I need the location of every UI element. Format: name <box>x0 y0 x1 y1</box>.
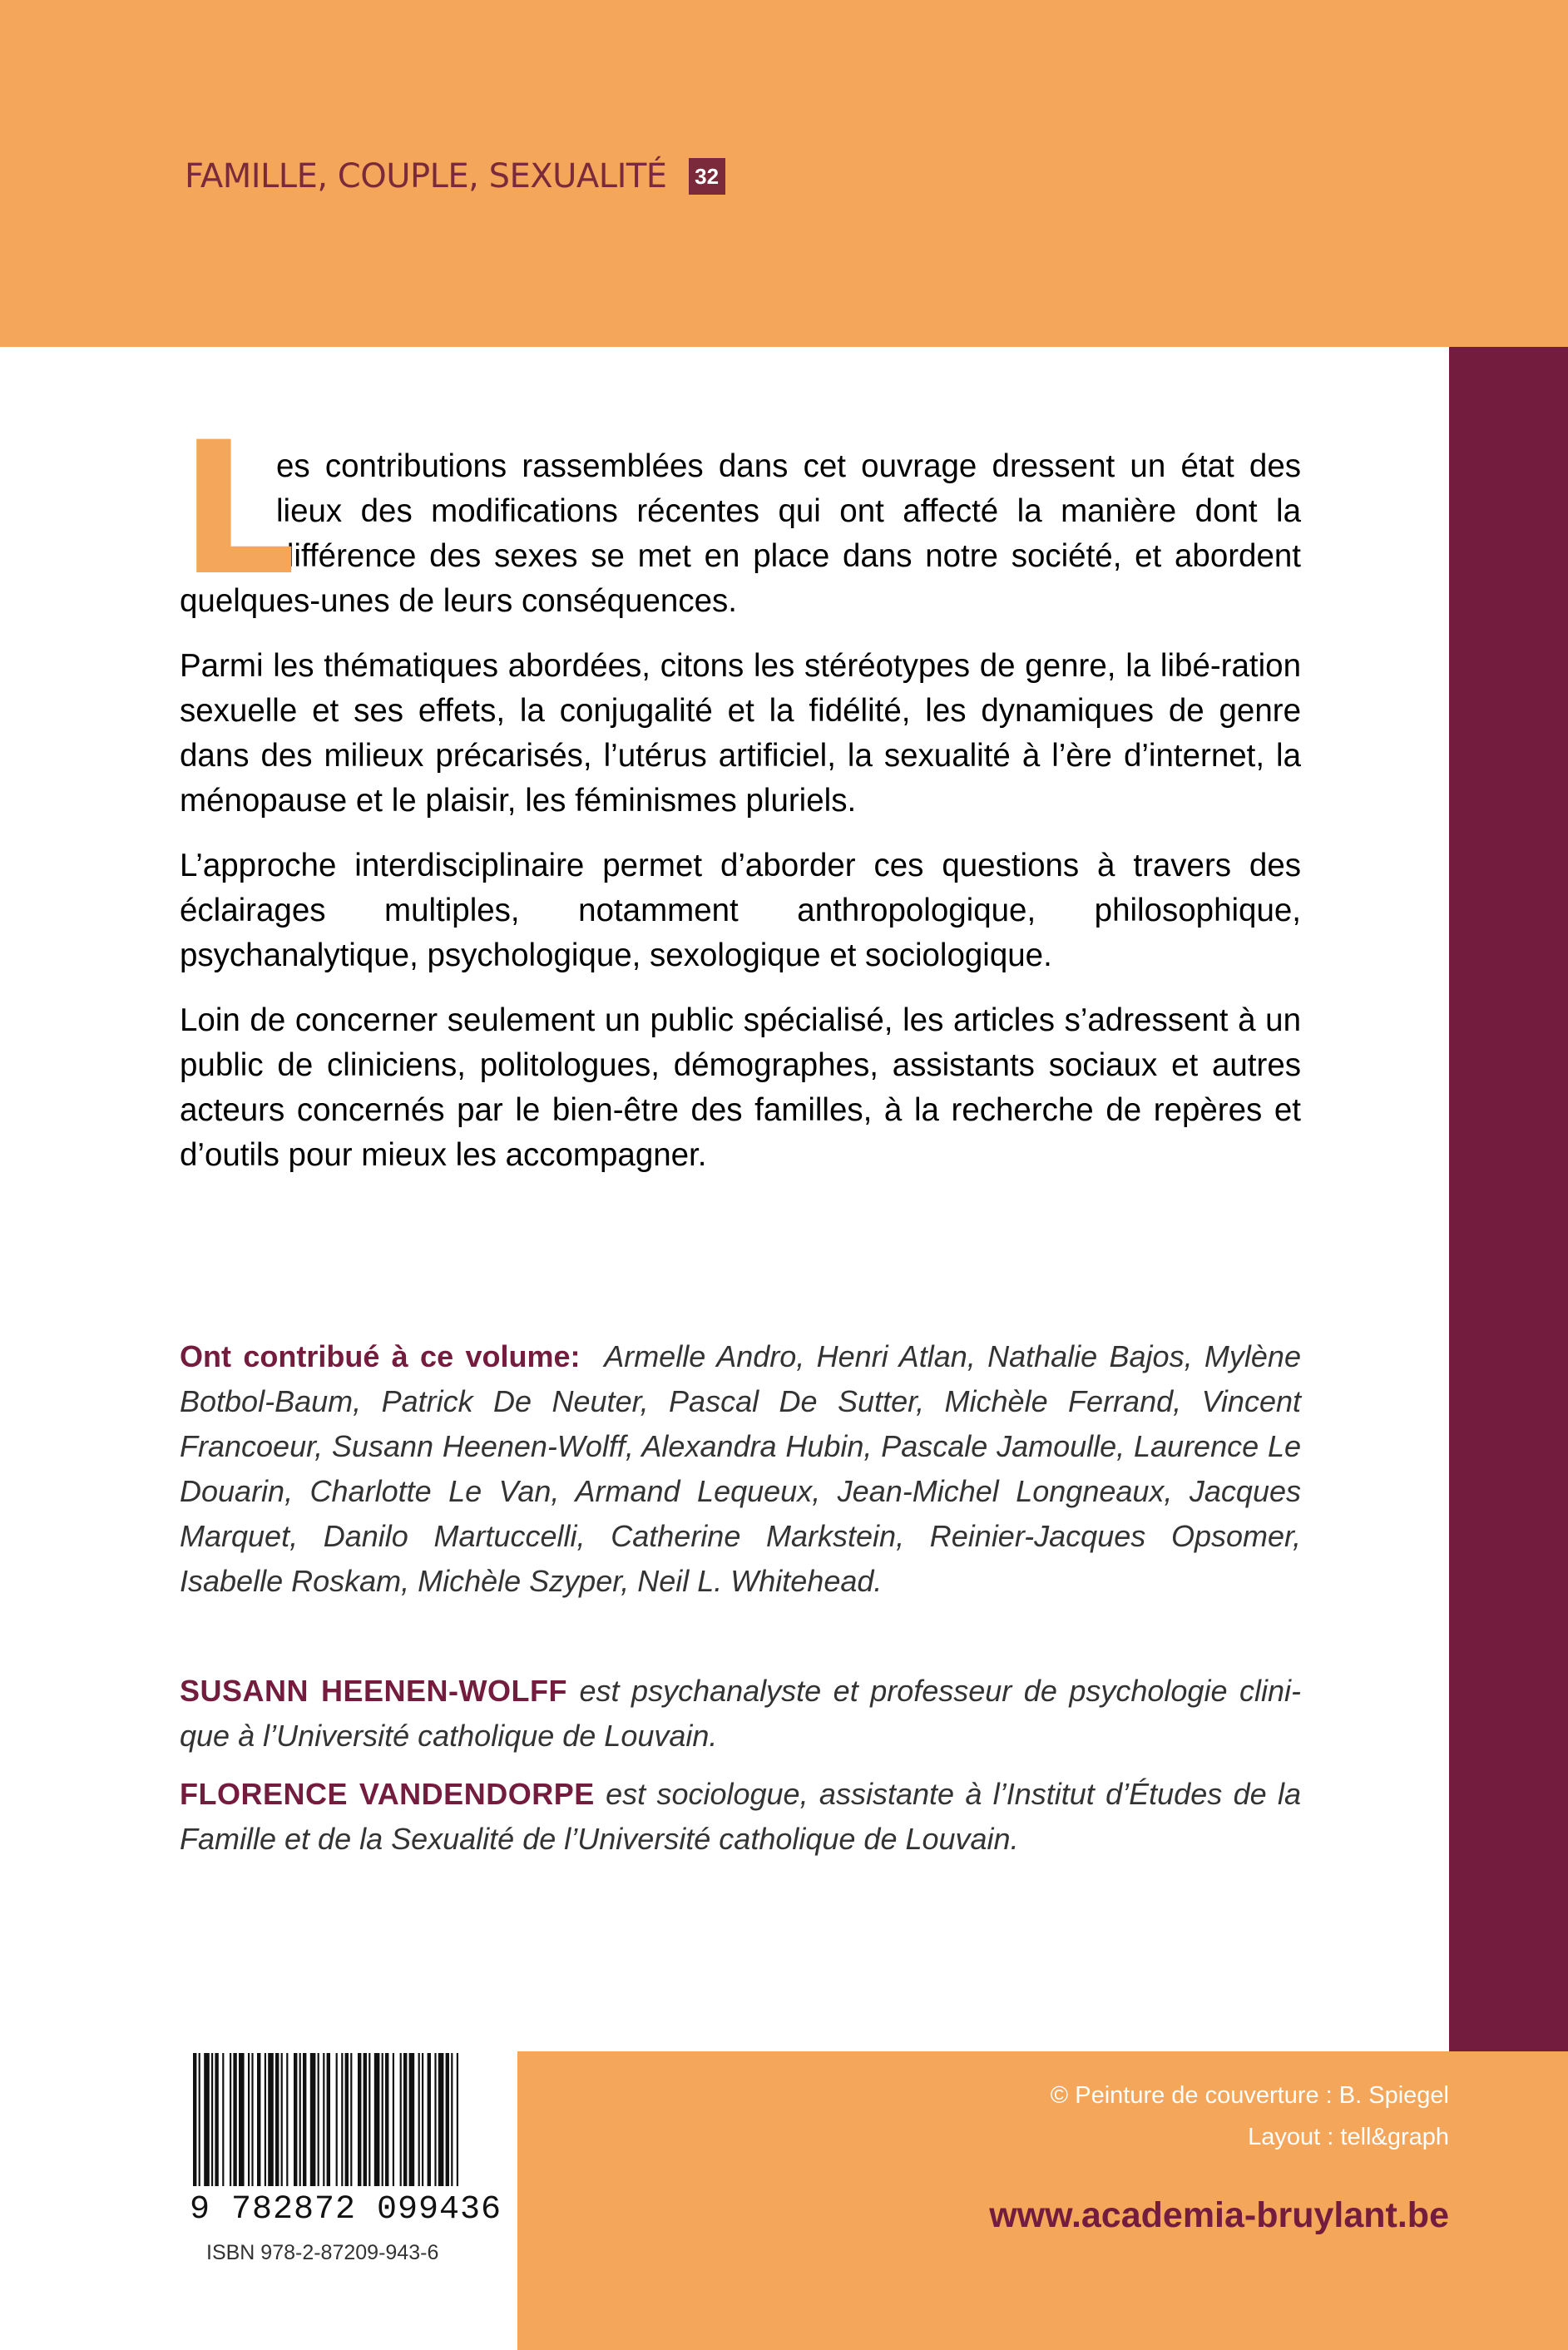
cover-credit: © Peinture de couverture : B. Spiegel <box>1050 2082 1449 2109</box>
barcode <box>190 2053 502 2264</box>
audience-paragraph: Loin de concerner seulement un public spécialisé, les articles s’adressent à un public de cliniciens, politologues, démographes, assistants sociaux et autres acteurs concernés par le bien-être des familles, à la recherche de repères et d’outils pour mieux les accompagner. <box>180 1002 1301 1173</box>
approach-paragraph: L’approche interdisciplinaire permet d’aborder ces questions à travers des éclairages multiples, notamment anthropologique, philosophique, psychanalytique, psychologique, sexologique et sociologique. <box>180 848 1301 973</box>
intro-paragraph: L es contributions rassemblées dans cet ouvrage dressent un état des lieux des modifications récentes qui ont affecté la manière dont la différence des sexes se met en place dans notre société, et abordent quelques-unes de leurs conséquences. <box>180 403 1301 619</box>
isbn-label: ISBN 978-2-87209-943-6 <box>206 2241 439 2264</box>
drop-cap: L <box>180 403 297 616</box>
barcode-digits: 9 782872 099436 <box>190 2191 502 2229</box>
author-bio <box>180 1772 1301 1862</box>
credits <box>1051 2075 1449 2158</box>
publisher-website[interactable]: www.academia-bruylant.be <box>989 2195 1449 2235</box>
author-name: FLORENCE VANDENDORPE <box>180 1777 595 1811</box>
author-description: est sociologue, assistante à l’Institut d’Études de la Famille et de la Sexualité de l’Université catholique de Louvain. <box>180 1777 1301 1856</box>
barcode-bars <box>190 2053 464 2194</box>
themes-paragraph: Parmi les thématiques abordées, citons les stéréotypes de genre, la libé-ration sexuelle et ses effets, la conjugalité et la fidélité, les dynamiques de genre dans des milieux précarisés, l’utérus artificiel, la sexualité à l’ère d’internet, la ménopause et le plaisir, les féminismes pluriels. <box>180 648 1301 819</box>
header-band <box>0 0 1568 347</box>
contributors-block <box>180 1334 1301 1604</box>
series-title: FAMILLE, COUPLE, SEXUALITÉ <box>185 157 667 195</box>
side-color-bar <box>1449 347 1568 2051</box>
contributors-label: Ont contribué à ce volume: <box>180 1339 581 1373</box>
contributors-names: Armelle Andro, Henri Atlan, Nathalie Bajos, Mylène Botbol-Baum, Patrick De Neuter, Pascal De Sutter, Michèle Ferrand, Vincent Francoeur, Susann Heenen-Wolff, Alexandra Hubin, Pascale Jamoulle, Laurence Le Douarin, Charlotte Le Van, Armand Lequeux, Jean-Michel Longneaux, Jacques Marquet, Danilo Martuccelli, Catherine Markstein, Reinier-Jacques Opsomer, Isabelle Roskam, Michèle Szyper, Neil L. Whitehead. <box>180 1339 1301 1598</box>
description-text <box>180 403 1301 1198</box>
series-number-badge: 32 <box>689 158 725 195</box>
author-description: est psychanalyste et professeur de psychologie clini-que à l’Université catholique de Louvain. <box>180 1674 1301 1753</box>
layout-credit: Layout : tell&graph <box>1248 2124 1449 2150</box>
series-heading <box>185 155 725 198</box>
author-bio <box>180 1669 1301 1759</box>
author-name: SUSANN HEENEN-WOLFF <box>180 1674 567 1708</box>
